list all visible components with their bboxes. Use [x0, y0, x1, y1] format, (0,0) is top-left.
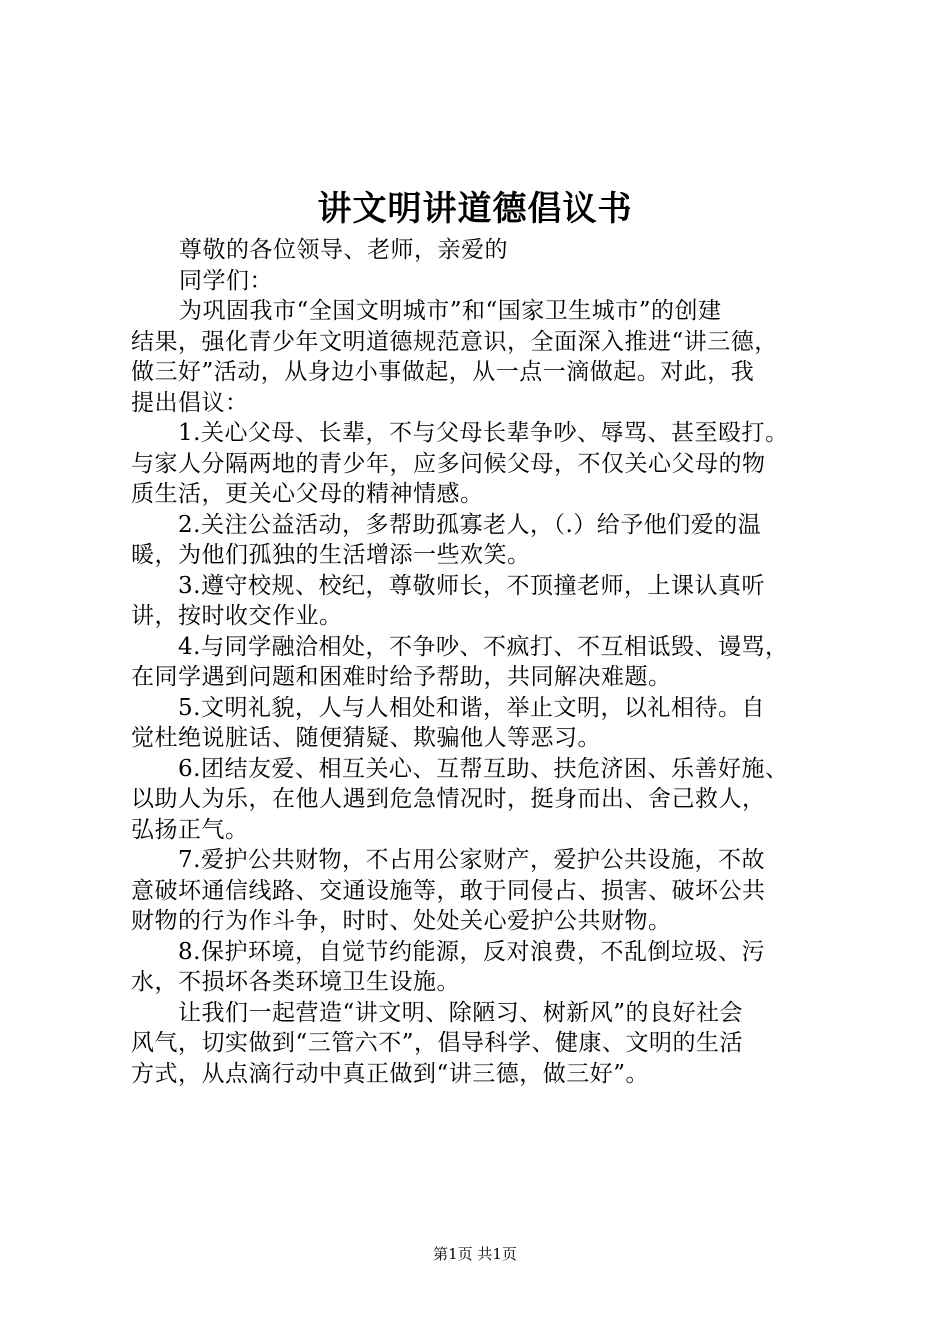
item-line: 3.遵守校规、校纪，尊敬师长，不顶撞老师，上课认真听 [178, 572, 765, 599]
item-line: 暖，为他们孤独的生活增添一些欢笑。 [131, 542, 531, 568]
closing-line: 让我们一起营造“讲文明、除陋习、树新风”的良好社会 [178, 999, 744, 1026]
document-title: 讲文明讲道德倡议书 [317, 189, 633, 229]
item-line: 弘扬正气。 [131, 816, 249, 843]
item-line: 在同学遇到问题和困难时给予帮助，共同解决难题。 [131, 664, 672, 690]
item-line: 4.与同学融洽相处，不争吵、不疯打、不互相诋毁、谩骂， [178, 633, 789, 660]
item-line: 财物的行为作斗争，时时、处处关心爱护公共财物。 [131, 908, 672, 934]
paragraph-line: 做三好”活动，从身边小事做起，从一点一滴做起。对此，我 [131, 359, 755, 385]
closing-line: 风气，切实做到“三管六不”，倡导科学、健康、文明的生活 [131, 1030, 744, 1056]
item-line: 与家人分隔两地的青少年，应多问候父母，不仅关心父母的物 [131, 450, 766, 477]
item-line: 7.爱护公共财物，不占用公家财产，爱护公共设施，不故 [178, 847, 765, 873]
item-line: 讲，按时收交作业。 [131, 603, 343, 629]
item-line: 质生活，更关心父母的精神情感。 [131, 481, 484, 507]
item-line: 6.团结友爱、相互关心、互帮互助、扶危济困、乐善好施、 [178, 755, 789, 782]
page-number-footer: 第1页 共1页 [433, 1245, 517, 1263]
paragraph-line: 提出倡议： [131, 389, 249, 416]
salutation-line: 尊敬的各位领导、老师，亲爱的 [179, 237, 508, 263]
document-body [131, 235, 836, 1089]
item-line: 以助人为乐，在他人遇到危急情况时，挺身而出、舍己救人， [131, 786, 766, 812]
item-line: 1.关心父母、长辈，不与父母长辈争吵、辱骂、甚至殴打。 [178, 420, 789, 446]
item-line: 8.保护环境，自觉节约能源，反对浪费，不乱倒垃圾、污 [178, 938, 765, 965]
paragraph-line: 为巩固我市“全国文明城市”和“国家卫生城市”的创建 [179, 298, 722, 324]
item-line: 5.文明礼貌，人与人相处和谐，举止文明，以礼相待。自 [178, 694, 765, 721]
item-line: 觉杜绝说脏话、随便猜疑、欺骗他人等恶习。 [131, 725, 601, 751]
salutation-line: 同学们： [179, 267, 273, 294]
item-line: 2.关注公益活动，多帮助孤寡老人，（.）给予他们爱的温 [178, 511, 762, 538]
paragraph-line: 结果，强化青少年文明道德规范意识，全面深入推进“讲三德， [131, 328, 778, 355]
closing-line: 方式，从点滴行动中真正做到“讲三德，做三好”。 [131, 1060, 650, 1087]
item-line: 水，不损坏各类环境卫生设施。 [131, 969, 460, 995]
item-line: 意破坏通信线路、交通设施等，敢于同侵占、损害、破坏公共 [131, 877, 766, 904]
